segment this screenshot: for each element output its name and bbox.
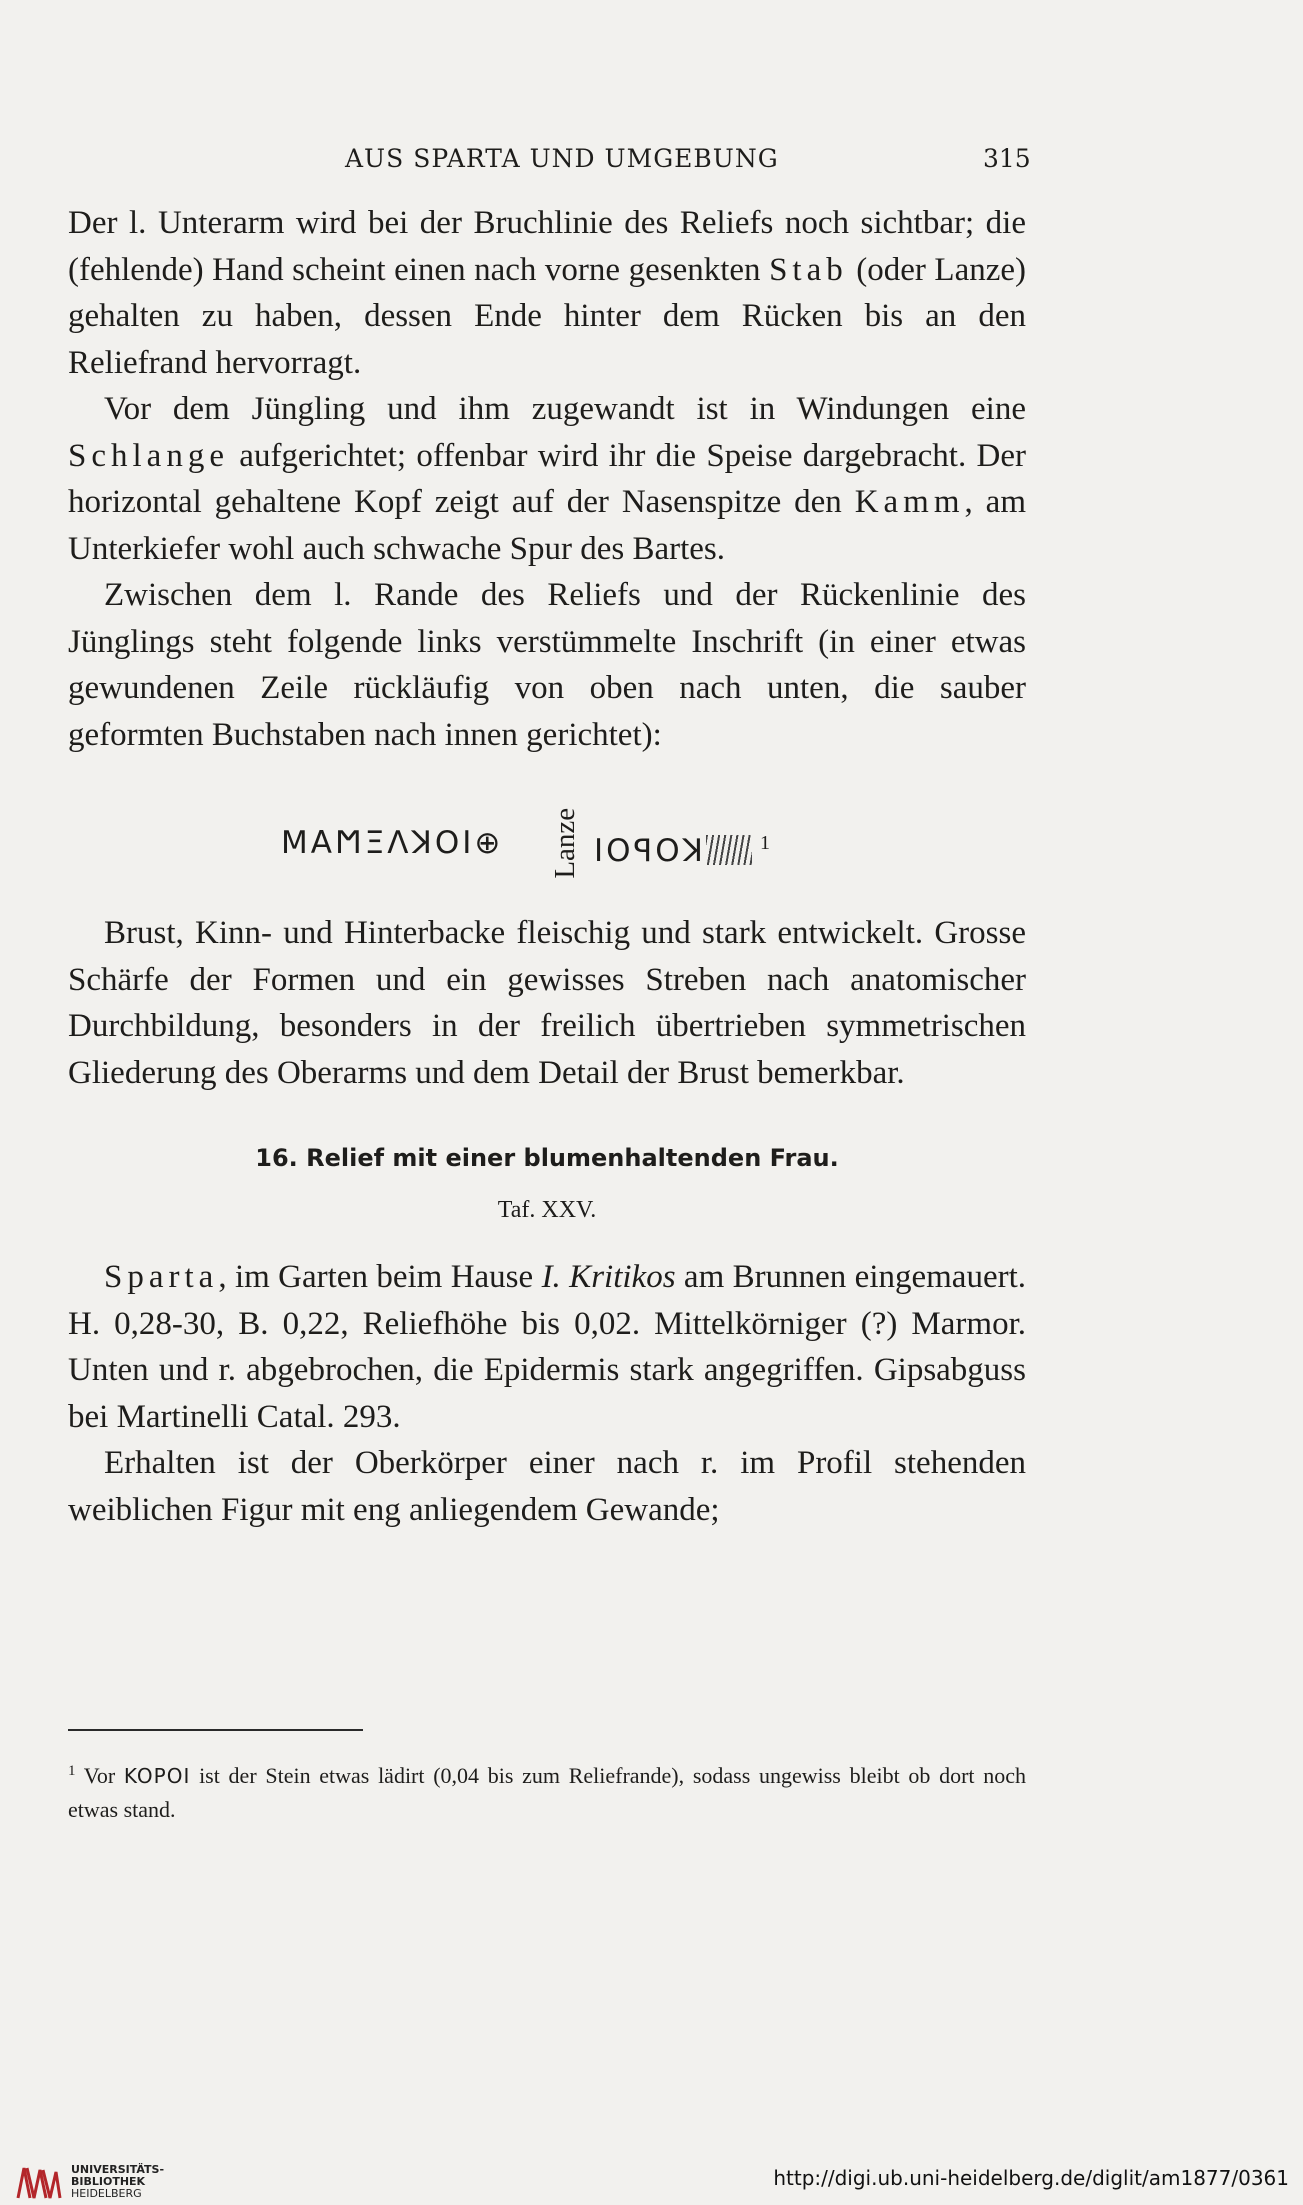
- paragraph-2-mid: aufgerichtet; offenbar wird ihr die Speise dargebracht. Der horizontal gehaltene Kopf zeigt auf der Nasenspitze den: [68, 437, 1026, 520]
- footnote: [68, 1755, 1026, 1826]
- library-logo: [14, 2162, 174, 2202]
- paragraph-1-text: Der l. Unterarm wird bei der Bruchlinie des Reliefs noch sichtbar; die (fehlende) Hand scheint einen nach vorne gesenkten: [68, 205, 1026, 288]
- inscription: [68, 772, 1026, 900]
- footnote-inscription-word: KOPOI: [123, 1764, 191, 1788]
- paragraph-1: [68, 200, 1026, 386]
- library-name-line2: BIBLIOTHEK: [71, 2175, 146, 2188]
- footnote-marker: 1: [759, 832, 773, 854]
- footnote-text-a: Vor: [75, 1763, 124, 1788]
- spaced-word-kamm: Kamm: [854, 484, 965, 520]
- spaced-word-sparta: Sparta: [104, 1259, 219, 1295]
- inscription-right: [594, 820, 773, 875]
- footnote-divider: [68, 1729, 363, 1731]
- paragraph-2-start: Vor dem Jüngling und ihm zugewandt ist in Windungen eine: [104, 391, 1026, 427]
- italic-name: I. Kritikos: [541, 1259, 676, 1295]
- source-url[interactable]: http://digi.ub.uni-heidelberg.de/diglit/am1877/0361: [773, 2166, 1289, 2190]
- paragraph-5-b: am Brunnen eingemauert. H. 0,28-30, B. 0,22, Reliefhöhe bis 0,02. Mittelkörniger (?) Marmor. Unten und r. abgebrochen, die Epidermis stark angegriffen. Gipsabguss bei Martinelli Catal. 293.: [68, 1259, 1026, 1435]
- lanze-text: Lanze: [548, 807, 581, 879]
- damaged-stone-hatching: [706, 835, 752, 865]
- page-number: 315: [983, 144, 1031, 173]
- running-title: AUS SPARTA UND UMGEBUNG: [345, 144, 779, 173]
- paragraph-1-end: (oder Lanze) gehalten zu haben, dessen Ende hinter dem Rücken bis an den Reliefrand hervorragt.: [68, 251, 1026, 381]
- spaced-word-schlange: Schlange: [68, 437, 229, 474]
- plate-reference: Taf. XXV.: [497, 1197, 597, 1223]
- paragraph-2-end: , am Unterkiefer wohl auch schwache Spur des Bartes.: [68, 484, 1026, 567]
- library-name-line1: UNIVERSITÄTS-: [71, 2163, 165, 2176]
- library-seal-icon: [14, 2162, 64, 2202]
- body-text: [68, 200, 1026, 1533]
- paragraph-4: Brust, Kinn- und Hinterbacke fleischig und stark entwickelt. Grosse Schärfe der Formen und ein gewisses Streben nach anatomischer Durchbildung, besonders in der freilich übertrieben symmetrischen Gliederung des Oberarms und dem Detail der Brust bemerkbar.: [68, 915, 1026, 1091]
- paragraph-5: [68, 1254, 1026, 1440]
- inscription-left: MAϺΞΛꓘOI⊕: [281, 825, 504, 861]
- spaced-word-stab: Stab: [769, 251, 848, 288]
- paragraph-2: [68, 386, 1026, 572]
- footnote-text-b: ist der Stein etwas lädirt (0,04 bis zum Reliefrande), sodass ungewiss bleibt ob dort noch etwas stand.: [68, 1763, 1026, 1822]
- lanze-label: [540, 772, 580, 900]
- paragraph-6: Erhalten ist der Oberkörper einer nach r. im Profil stehenden weiblichen Figur mit eng anliegendem Gewande;: [68, 1445, 1026, 1528]
- running-header: [68, 144, 1031, 184]
- paragraph-5-a: , im Garten beim Hause: [218, 1259, 542, 1295]
- inscription-right-text: IOꟼOꓘ: [594, 833, 706, 869]
- section-heading: 16. Relief mit einer blumenhaltenden Frau.: [255, 1144, 839, 1172]
- footnote-number: 1: [68, 1763, 76, 1779]
- library-name-line3: HEIDELBERG: [71, 2187, 142, 2200]
- paragraph-3: Zwischen dem l. Rande des Reliefs und der Rückenlinie des Jünglings steht folgende links verstümmelte Inschrift (in einer etwas gewundenen Zeile rückläufig von oben nach unten, die sauber geformten Buchstaben nach innen gerichtet):: [68, 577, 1026, 753]
